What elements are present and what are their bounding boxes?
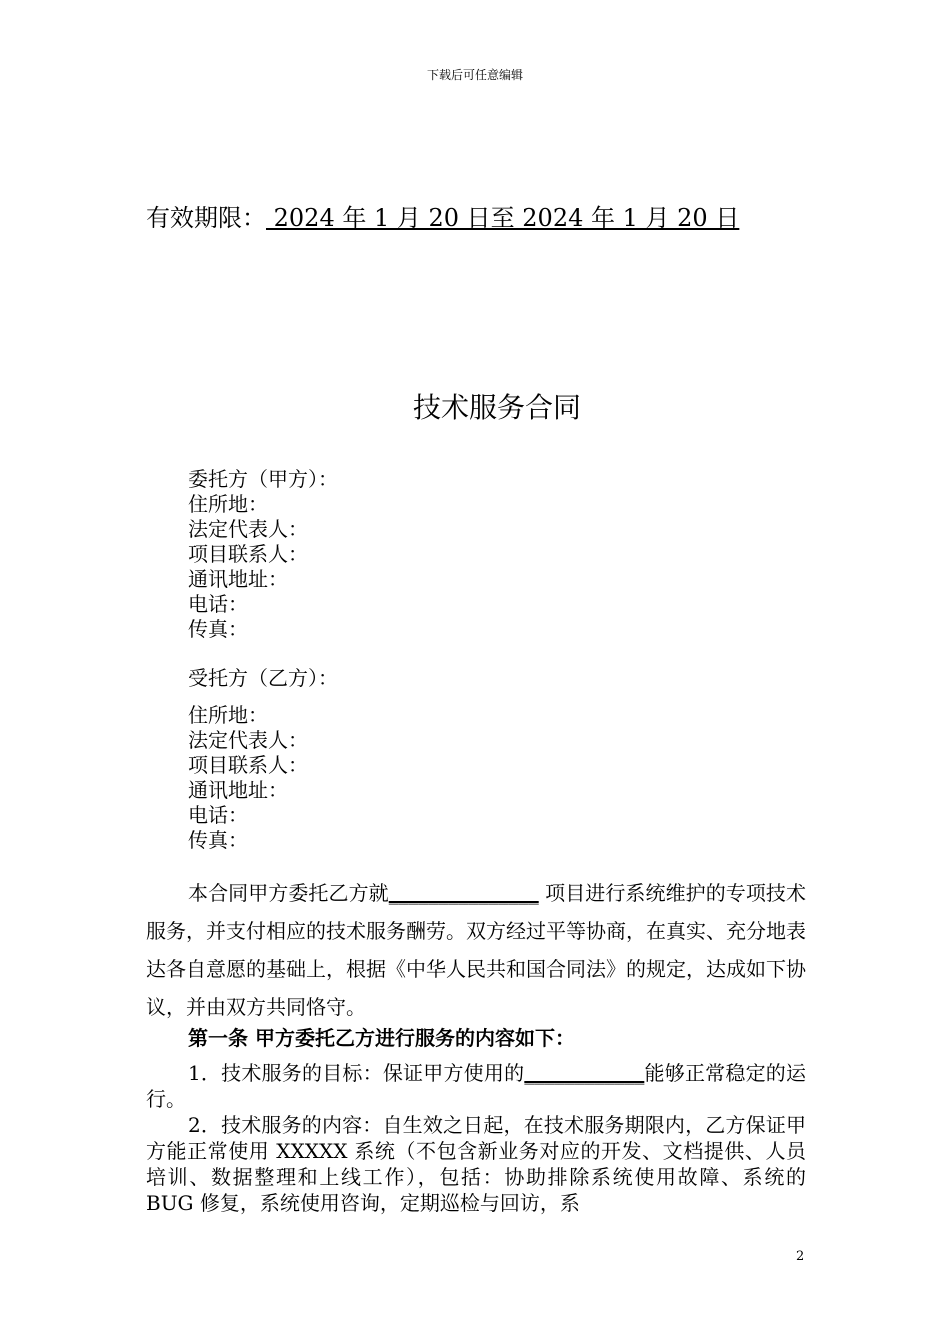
project-name-blank: _______________	[388, 881, 539, 905]
page-header: 下载后可任意编辑	[426, 68, 523, 82]
party-a-mail-address: 通讯地址：	[188, 567, 288, 591]
article-1-item-2: 2．技术服务的内容：自生效之日起，在技术服务期限内，乙方保证甲方能正常使用 XXXXX 系统（不包含新业务对应的开发、文档提供、人员培训、数据整理和上线工作），包括：协助排除系统使用故障、系统的 BUG 修复，系统使用咨询，定期巡检与回访，系	[146, 1113, 806, 1215]
system-name-blank: ____________	[524, 1061, 645, 1085]
validity-period	[146, 198, 739, 233]
document-title: 技术服务合同	[412, 391, 581, 424]
party-a-fax: 传真：	[188, 617, 248, 641]
intro-text-2: 项目进行系统维护的专项技术服务，并支付相应的技术服务酬劳。双方经过平等协商，在真实、充分地表达各自意愿的基础上，根据《中华人民共和国合同法》的规定，达成如下协议，并由双方共同恪守。	[146, 881, 807, 1019]
party-a-heading: 委托方（甲方）：	[188, 467, 338, 491]
intro-text-1: 本合同甲方委托乙方就	[188, 881, 389, 905]
party-b-address: 住所地：	[188, 703, 268, 727]
intro-paragraph	[146, 874, 806, 1026]
party-b-phone: 电话：	[188, 803, 248, 827]
party-a-address: 住所地：	[188, 492, 268, 516]
page-number: 2	[796, 1249, 805, 1264]
party-b-contact: 项目联系人：	[188, 753, 308, 777]
party-b-heading: 受托方（乙方）：	[188, 666, 338, 690]
party-b-mail-address: 通讯地址：	[188, 778, 288, 802]
party-b-fax: 传真：	[188, 828, 248, 852]
party-a-contact: 项目联系人：	[188, 542, 308, 566]
party-b-heading-block	[188, 666, 338, 691]
party-b-block	[188, 703, 308, 853]
article-1-item-1-text-2: 能够正常稳定的运行。	[146, 1061, 806, 1111]
party-a-legal-rep: 法定代表人：	[188, 517, 308, 541]
article-1-item-1-text-1: 1．技术服务的目标：保证甲方使用的	[188, 1061, 525, 1085]
article-1	[146, 1025, 806, 1216]
article-1-heading: 第一条 甲方委托乙方进行服务的内容如下：	[188, 1026, 575, 1050]
party-a-block	[188, 467, 338, 642]
party-a-phone: 电话：	[188, 592, 248, 616]
validity-value: 2024 年 1 月 20 日至 2024 年 1 月 20 日	[266, 204, 740, 232]
validity-label: 有效期限：	[146, 204, 266, 232]
party-b-legal-rep: 法定代表人：	[188, 728, 308, 752]
